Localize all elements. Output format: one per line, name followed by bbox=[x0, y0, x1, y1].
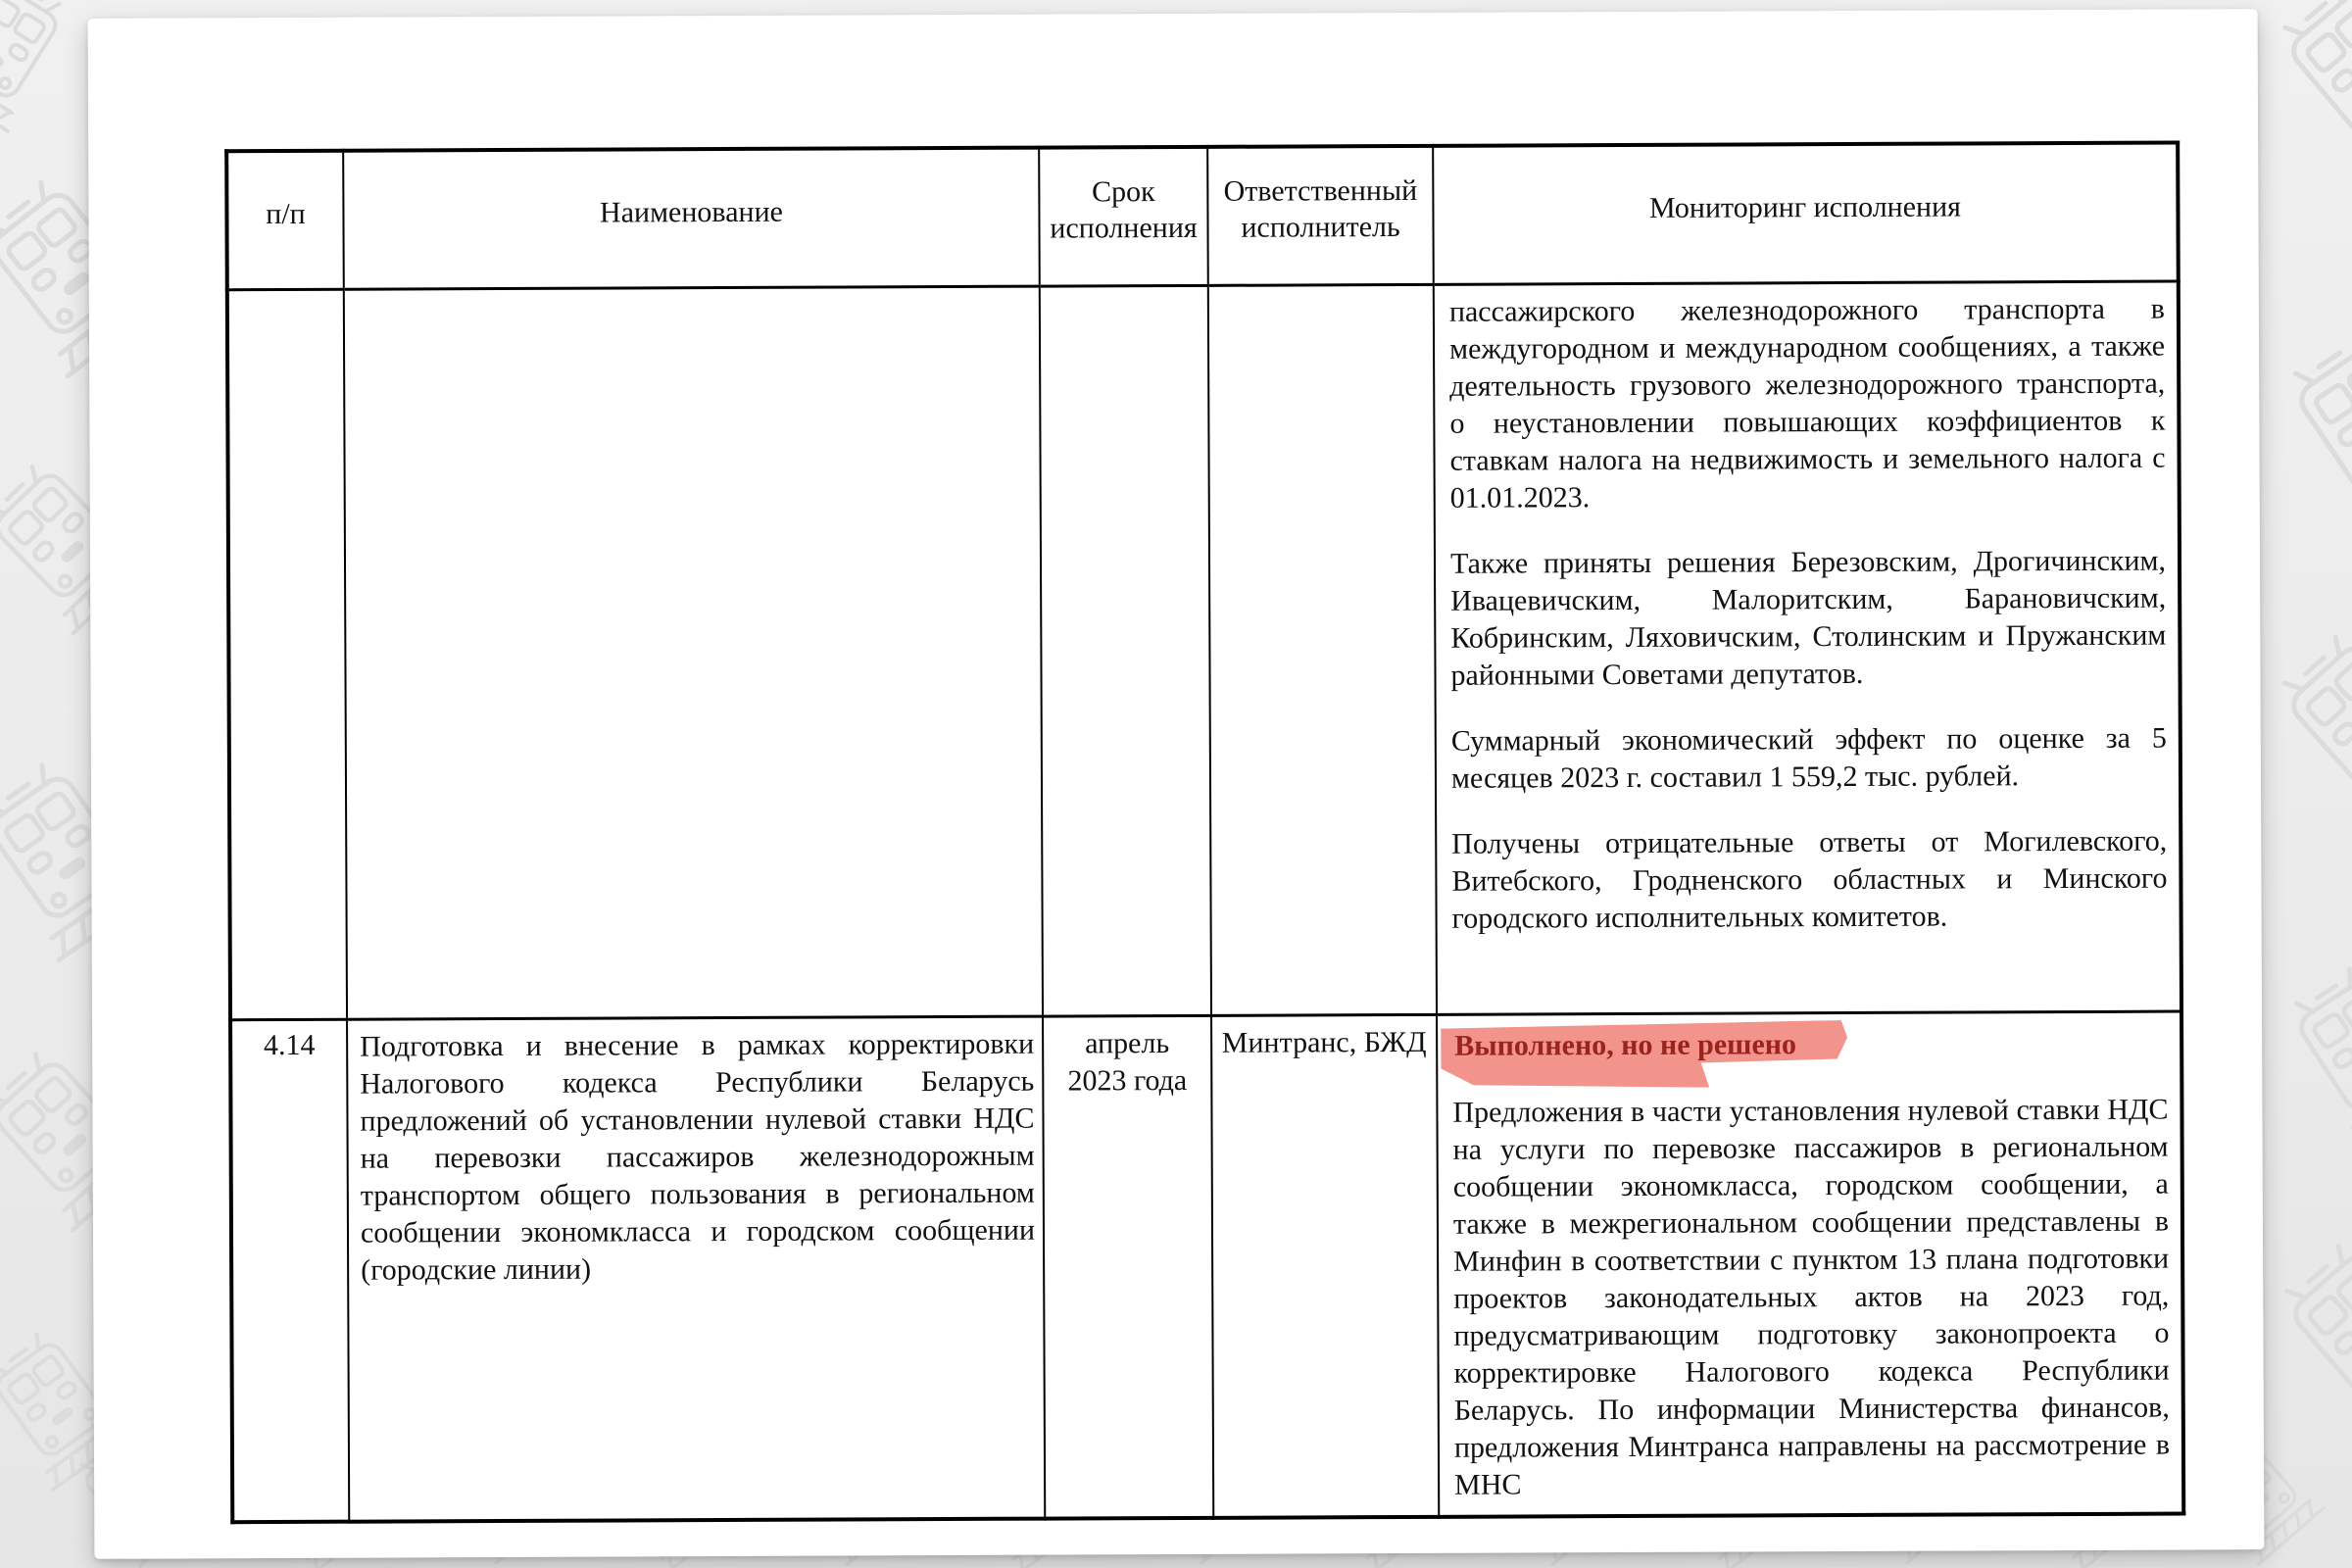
monitoring-paragraph: Предложения в части установления нулевой ставки НДС на услуги по перевозке пассажиров в региональном сообщении экономкласса, городском сообщении, а также в межрегиональном сообщении представлены в Минфин в соответствии с пунктом 13 плана подготовки проектов законодательных актов на 2023 год, предусматривающим подготовку законопроекта о корректировке Налогового кодекса Республики Беларусь. По информации Министерства финансов, предложения Минтранса направлены на рассмотрение в МНС bbox=[1452, 1093, 2171, 1501]
deadline-cell: апрель 2023 года bbox=[1043, 1015, 1213, 1518]
item-number-cell bbox=[227, 289, 347, 1020]
train-doodle-icon bbox=[2271, 317, 2352, 536]
status-line bbox=[1452, 1023, 2168, 1069]
table-row-4-14 bbox=[230, 1011, 2183, 1522]
document-page bbox=[88, 9, 2265, 1559]
monitoring-cell bbox=[1437, 1011, 2183, 1517]
execution-plan-table bbox=[224, 141, 2185, 1525]
table-header-row bbox=[226, 143, 2179, 290]
status-highlight: Выполнено, но не решено bbox=[1452, 1024, 1802, 1069]
item-name-cell: Подготовка и внесение в рамках корректировки Налогового кодекса Республики Беларусь предложений об установлении нулевой ставки НДС на перевозки пассажиров железнодорожным транспортом общего пользования в региональном сообщении экономкласса и городском сообщении (городские линии) bbox=[347, 1016, 1045, 1522]
train-doodle-icon bbox=[0, 0, 79, 131]
train-doodle-icon bbox=[2263, 617, 2352, 828]
train-doodle-icon bbox=[2263, 0, 2352, 176]
train-doodle-icon bbox=[2265, 1227, 2352, 1438]
monitoring-paragraph: пассажирского железнодорожного транспорта в междугородном и международном сообщениях, а также деятельность грузового железнодорожного транспорта, о неустановлении повышающих коэффициентов к ставкам налога на недвижимость и земельного налога с 01.01.2023. bbox=[1448, 292, 2166, 514]
table-row-continuation bbox=[227, 281, 2181, 1020]
monitoring-paragraph: Также приняты решения Березовским, Дрогичинским, Ивацевичским, Малоритским, Барановичским, Кобринским, Ляховичским, Столинским и Пружанским районными Советами депутатов. bbox=[1449, 544, 2167, 692]
column-header-term: Срок исполнения bbox=[1039, 147, 1208, 286]
item-number-cell: 4.14 bbox=[230, 1019, 349, 1522]
monitoring-paragraph: Получены отрицательные ответы от Могилевского, Витебского, Гродненского областных и Минского городского исполнительных комитетов. bbox=[1451, 824, 2168, 935]
item-name-cell bbox=[344, 286, 1043, 1019]
train-doodle-icon bbox=[2274, 955, 2352, 1149]
executor-cell: Минтранс, БЖД bbox=[1211, 1014, 1439, 1517]
column-header-monitoring: Мониторинг исполнения bbox=[1433, 143, 2179, 285]
column-header-num: п/п bbox=[226, 151, 344, 290]
column-header-name: Наименование bbox=[343, 148, 1040, 290]
monitoring-paragraph: Суммарный экономический эффект по оценке за 5 месяцев 2023 г. составил 1 559,2 тыс. рублей. bbox=[1450, 721, 2167, 795]
monitoring-cell bbox=[1434, 281, 2181, 1014]
deadline-cell bbox=[1040, 285, 1211, 1016]
column-header-executor: Ответственный исполнитель bbox=[1207, 146, 1434, 286]
executor-cell bbox=[1208, 284, 1437, 1015]
